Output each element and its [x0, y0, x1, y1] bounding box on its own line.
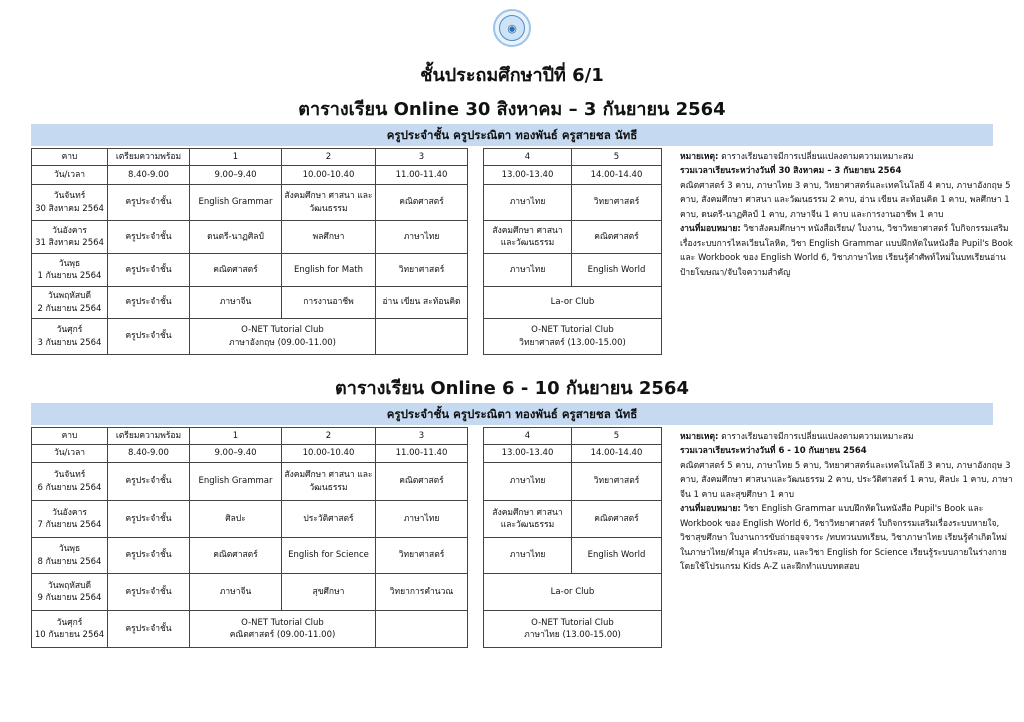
tutorial-name: O-NET Tutorial Club: [531, 325, 614, 336]
day-name: วันพุธ: [58, 544, 81, 555]
day-row-monday: [32, 463, 662, 501]
subject-cell: การงานอาชีพ: [282, 287, 376, 319]
tutorial-cell: [484, 611, 662, 648]
day-date: 30 สิงหาคม 2564: [35, 203, 104, 214]
prep-cell: ครูประจำชั้น: [108, 611, 190, 648]
day-row-thursday: [32, 574, 662, 611]
prep-cell: ครูประจำชั้น: [108, 463, 190, 501]
total-label: รวมเวลาเรียนระหว่างวันที่ 6 - 10 กันยายน 2564: [680, 446, 867, 457]
time-5: 14.00-14.40: [572, 445, 662, 463]
subject-cell: วิทยาศาสตร์: [376, 254, 468, 287]
day-date: 10 กันยายน 2564: [34, 630, 105, 640]
club-cell: La-or Club: [484, 287, 662, 319]
day-cell: [32, 501, 108, 538]
tutorial-cell: [484, 319, 662, 355]
teacher-band-week1: ครูประจำชั้น ครูประณิตา ทองพันธ์ ครูสายชล นัทธี: [31, 124, 993, 146]
subject-cell: English Grammar: [190, 185, 282, 221]
subject-cell: ภาษาไทย: [484, 254, 572, 287]
subject-cell: สังคมศึกษา ศาสนา และวัฒนธรรม: [484, 221, 572, 254]
day-date: 2 กันยายน 2564: [37, 303, 102, 314]
subject-cell: ภาษาไทย: [376, 501, 468, 538]
schedule-table-week1: [31, 148, 662, 355]
day-name: วันศุกร์: [56, 617, 83, 628]
time-header: วัน/เวลา: [32, 166, 108, 185]
day-cell: [32, 221, 108, 254]
day-name: วันจันทร์: [53, 470, 86, 481]
empty-cell: [376, 319, 468, 355]
remark-label: หมายเหตุ:: [680, 152, 719, 162]
subject-cell: English for Math: [282, 254, 376, 287]
subject-cell: ภาษาไทย: [376, 221, 468, 254]
subject-cell: ภาษาไทย: [484, 185, 572, 221]
subject-cell: English for Science: [282, 538, 376, 574]
day-date: 7 กันยายน 2564: [37, 520, 102, 530]
club-cell: La-or Club: [484, 574, 662, 611]
day-date: 9 กันยายน 2564: [37, 593, 102, 603]
day-date: 31 สิงหาคม 2564: [35, 238, 104, 248]
assign-text: วิชา English Grammar แบบฝึกหัดในหนังสือ Pupil's Book และ Workbook ของ English World 6, วิชาวิทยาศาสตร์ ใบกิจกรรมเสริมเรื่องระบบหายใจ, วิชาสุขศึกษา ใบงานการขับถ่ายอุจจาระ /ทบทวนบทเรียน, วิชาภาษาไทย เรียนรู้คำเกิดใหม่ในภาษาไทย/คำมูล คำประสม, และวิชา English for Science เรียนรู้ระบบภายในร่างกายโดยใช้โปรแกรม Kids A-Z และฝึกทำแบบทดสอบ: [680, 504, 1008, 572]
day-row-monday: [32, 185, 662, 221]
day-name: วันจันทร์: [53, 191, 86, 202]
period-3: 3: [376, 149, 468, 166]
day-cell: [32, 287, 108, 319]
tutorial-cell: [190, 611, 376, 648]
tutorial-subject: คณิตศาสตร์ (09.00-11.00): [229, 630, 336, 640]
tutorial-cell: [190, 319, 376, 355]
subject-cell: สังคมศึกษา ศาสนา และวัฒนธรรม: [282, 463, 376, 501]
tutorial-name: O-NET Tutorial Club: [241, 325, 324, 336]
tutorial-name: O-NET Tutorial Club: [531, 617, 614, 628]
subject-cell: คณิตศาสตร์: [190, 538, 282, 574]
period-3: 3: [376, 428, 468, 445]
day-row-tuesday: [32, 221, 662, 254]
day-cell: [32, 611, 108, 648]
time-3: 11.00-11.40: [376, 445, 468, 463]
total-text: คณิตศาสตร์ 5 คาบ, ภาษาไทย 5 คาบ, วิทยาศาสตร์และเทคโนโลยี 3 คาบ, ภาษาอังกฤษ 3 คาบ, สังคมศึกษา ศาสนาและวัฒนธรรม 2 คาบ, ประวัติศาสตร์ 1 คาบ, ศิลปะ 1 คาบ, ภาษาจีน 1 คาบ และสุขศึกษา 1 คาบ: [680, 460, 1013, 500]
subject-cell: สังคมศึกษา ศาสนา และวัฒนธรรม: [282, 185, 376, 221]
day-cell: [32, 254, 108, 287]
remark-text: ตารางเรียนอาจมีการเปลี่ยนแปลงตามความเหมาะสม: [718, 432, 914, 442]
period-prep: เตรียมความพร้อม: [108, 428, 190, 445]
remark-label: หมายเหตุ:: [680, 432, 719, 442]
subject-cell: วิทยาศาสตร์: [376, 538, 468, 574]
tutorial-name: O-NET Tutorial Club: [241, 617, 324, 628]
grade-title: ชั้นประถมศึกษาปีที่ 6/1: [420, 65, 604, 86]
time-3: 11.00-11.40: [376, 166, 468, 185]
prep-cell: ครูประจำชั้น: [108, 538, 190, 574]
time-4: 13.00-13.40: [484, 166, 572, 185]
school-logo: [493, 9, 531, 47]
period-2: 2: [282, 428, 376, 445]
subject-cell: คณิตศาสตร์: [190, 254, 282, 287]
teacher-band-week2: ครูประจำชั้น ครูประณิตา ทองพันธ์ ครูสายชล นัทธี: [31, 403, 993, 425]
time-row: [32, 445, 662, 463]
subject-cell: ดนตรี-นาฏศิลป์: [190, 221, 282, 254]
day-cell: [32, 538, 108, 574]
lunch-gap: [468, 149, 484, 355]
subject-cell: ภาษาไทย: [484, 538, 572, 574]
day-name: วันพฤหัสบดี: [47, 291, 92, 302]
day-date: 8 กันยายน 2564: [37, 556, 102, 567]
time-1: 9.00–9.40: [190, 166, 282, 185]
day-cell: [32, 574, 108, 611]
day-row-friday: [32, 319, 662, 355]
period-row: [32, 428, 662, 445]
day-name: วันอังคาร: [52, 507, 87, 518]
prep-cell: ครูประจำชั้น: [108, 501, 190, 538]
day-name: วันพุธ: [58, 258, 81, 269]
day-name: วันพฤหัสบดี: [47, 580, 92, 591]
subject-cell: คณิตศาสตร์: [376, 463, 468, 501]
prep-cell: ครูประจำชั้น: [108, 287, 190, 319]
period-header: คาบ: [32, 149, 108, 166]
time-prep: 8.40-9.00: [108, 166, 190, 185]
total-text: คณิตศาสตร์ 3 คาบ, ภาษาไทย 3 คาบ, วิทยาศาสตร์และเทคโนโลยี 4 คาบ, ภาษาอังกฤษ 5 คาบ, สังคมศึกษา ศาสนา และวัฒนธรรม 2 คาบ, อ่าน เขียน สะท้อนคิด 1 คาบ, พลศึกษา 1 คาบ, ดนตรี-นาฏศิลป์ 1 คาบ, ภาษาจีน 1 คาบ และการงานอาชีพ 1 คาบ: [680, 180, 1011, 220]
total-label: รวมเวลาเรียนระหว่างวันที่ 30 สิงหาคม – 3 กันยายน 2564: [680, 166, 902, 177]
subject-cell: สุขศึกษา: [282, 574, 376, 611]
subject-cell: English World: [572, 254, 662, 287]
assign-label: งานที่มอบหมาย:: [680, 224, 741, 235]
subject-cell: คณิตศาสตร์: [376, 185, 468, 221]
subject-cell: ภาษาไทย: [484, 463, 572, 501]
remark-text: ตารางเรียนอาจมีการเปลี่ยนแปลงตามความเหมาะสม: [718, 152, 914, 162]
subject-cell: คณิตศาสตร์: [572, 501, 662, 538]
period-5: 5: [572, 428, 662, 445]
day-row-friday: [32, 611, 662, 648]
day-cell: [32, 185, 108, 221]
subject-cell: ภาษาจีน: [190, 574, 282, 611]
period-1: 1: [190, 428, 282, 445]
time-2: 10.00-10.40: [282, 445, 376, 463]
day-row-wednesday: [32, 538, 662, 574]
period-4: 4: [484, 428, 572, 445]
tutorial-subject: ภาษาอังกฤษ (09.00-11.00): [229, 337, 336, 348]
prep-cell: ครูประจำชั้น: [108, 319, 190, 355]
period-2: 2: [282, 149, 376, 166]
day-date: 1 กันยายน 2564: [37, 271, 102, 281]
period-4: 4: [484, 149, 572, 166]
subject-cell: วิทยาศาสตร์: [572, 463, 662, 501]
time-row: [32, 166, 662, 185]
subject-cell: อ่าน เขียน สะท้อนคิด: [376, 287, 468, 319]
day-row-wednesday: [32, 254, 662, 287]
time-header: วัน/เวลา: [32, 445, 108, 463]
period-header: คาบ: [32, 428, 108, 445]
tutorial-subject: ภาษาไทย (13.00-15.00): [524, 630, 621, 640]
day-name: วันศุกร์: [56, 325, 83, 336]
time-1: 9.00–9.40: [190, 445, 282, 463]
prep-cell: ครูประจำชั้น: [108, 221, 190, 254]
period-5: 5: [572, 149, 662, 166]
lunch-gap: [468, 428, 484, 648]
day-date: 3 กันยายน 2564: [37, 337, 102, 348]
prep-cell: ครูประจำชั้น: [108, 574, 190, 611]
assign-label: งานที่มอบหมาย:: [680, 504, 741, 515]
subject-cell: English Grammar: [190, 463, 282, 501]
subject-cell: ศิลปะ: [190, 501, 282, 538]
time-5: 14.00-14.40: [572, 166, 662, 185]
period-1: 1: [190, 149, 282, 166]
day-name: วันอังคาร: [52, 225, 87, 236]
assign-text: วิชาสังคมศึกษาฯ หนังสือเรียน/ ใบงาน, วิชาวิทยาศาสตร์ ใบกิจกรรมเสริมเรื่องระบบการไหลเวียนโลหิต, วิชา English Grammar แบบฝึกหัดในหนังสือ Pupil's Book และ Workbook ของ English World 6, วิชาภาษาไทย เรียนรู้คำศัพท์ใหม่ในบทเรียนอ่านป้ายโฆษณา/จับใจความสำคัญ: [680, 224, 1013, 278]
subject-cell: English World: [572, 538, 662, 574]
subject-cell: พลศึกษา: [282, 221, 376, 254]
subject-cell: ประวัติศาสตร์: [282, 501, 376, 538]
subject-cell: วิทยาการคำนวณ: [376, 574, 468, 611]
subject-cell: คณิตศาสตร์: [572, 221, 662, 254]
time-2: 10.00-10.40: [282, 166, 376, 185]
day-row-thursday: [32, 287, 662, 319]
subject-cell: สังคมศึกษา ศาสนา และวัฒนธรรม: [484, 501, 572, 538]
time-prep: 8.40-9.00: [108, 445, 190, 463]
tutorial-subject: วิทยาศาสตร์ (13.00-15.00): [519, 337, 626, 348]
period-prep: เตรียมความพร้อม: [108, 149, 190, 166]
empty-cell: [376, 611, 468, 648]
day-date: 6 กันยายน 2564: [37, 482, 102, 493]
notes-week1: [680, 150, 1014, 280]
day-cell: [32, 319, 108, 355]
emblem-icon: ◉: [499, 15, 525, 41]
prep-cell: ครูประจำชั้น: [108, 185, 190, 221]
schedule-table-week2: [31, 427, 662, 648]
schedule-title-week1: ตารางเรียน Online 30 สิงหาคม – 3 กันยายน 2564: [298, 99, 726, 120]
time-4: 13.00-13.40: [484, 445, 572, 463]
prep-cell: ครูประจำชั้น: [108, 254, 190, 287]
notes-week2: [680, 430, 1014, 574]
subject-cell: ภาษาจีน: [190, 287, 282, 319]
day-cell: [32, 463, 108, 501]
schedule-title-week2: ตารางเรียน Online 6 - 10 กันยายน 2564: [335, 378, 689, 399]
day-row-tuesday: [32, 501, 662, 538]
subject-cell: วิทยาศาสตร์: [572, 185, 662, 221]
period-row: [32, 149, 662, 166]
